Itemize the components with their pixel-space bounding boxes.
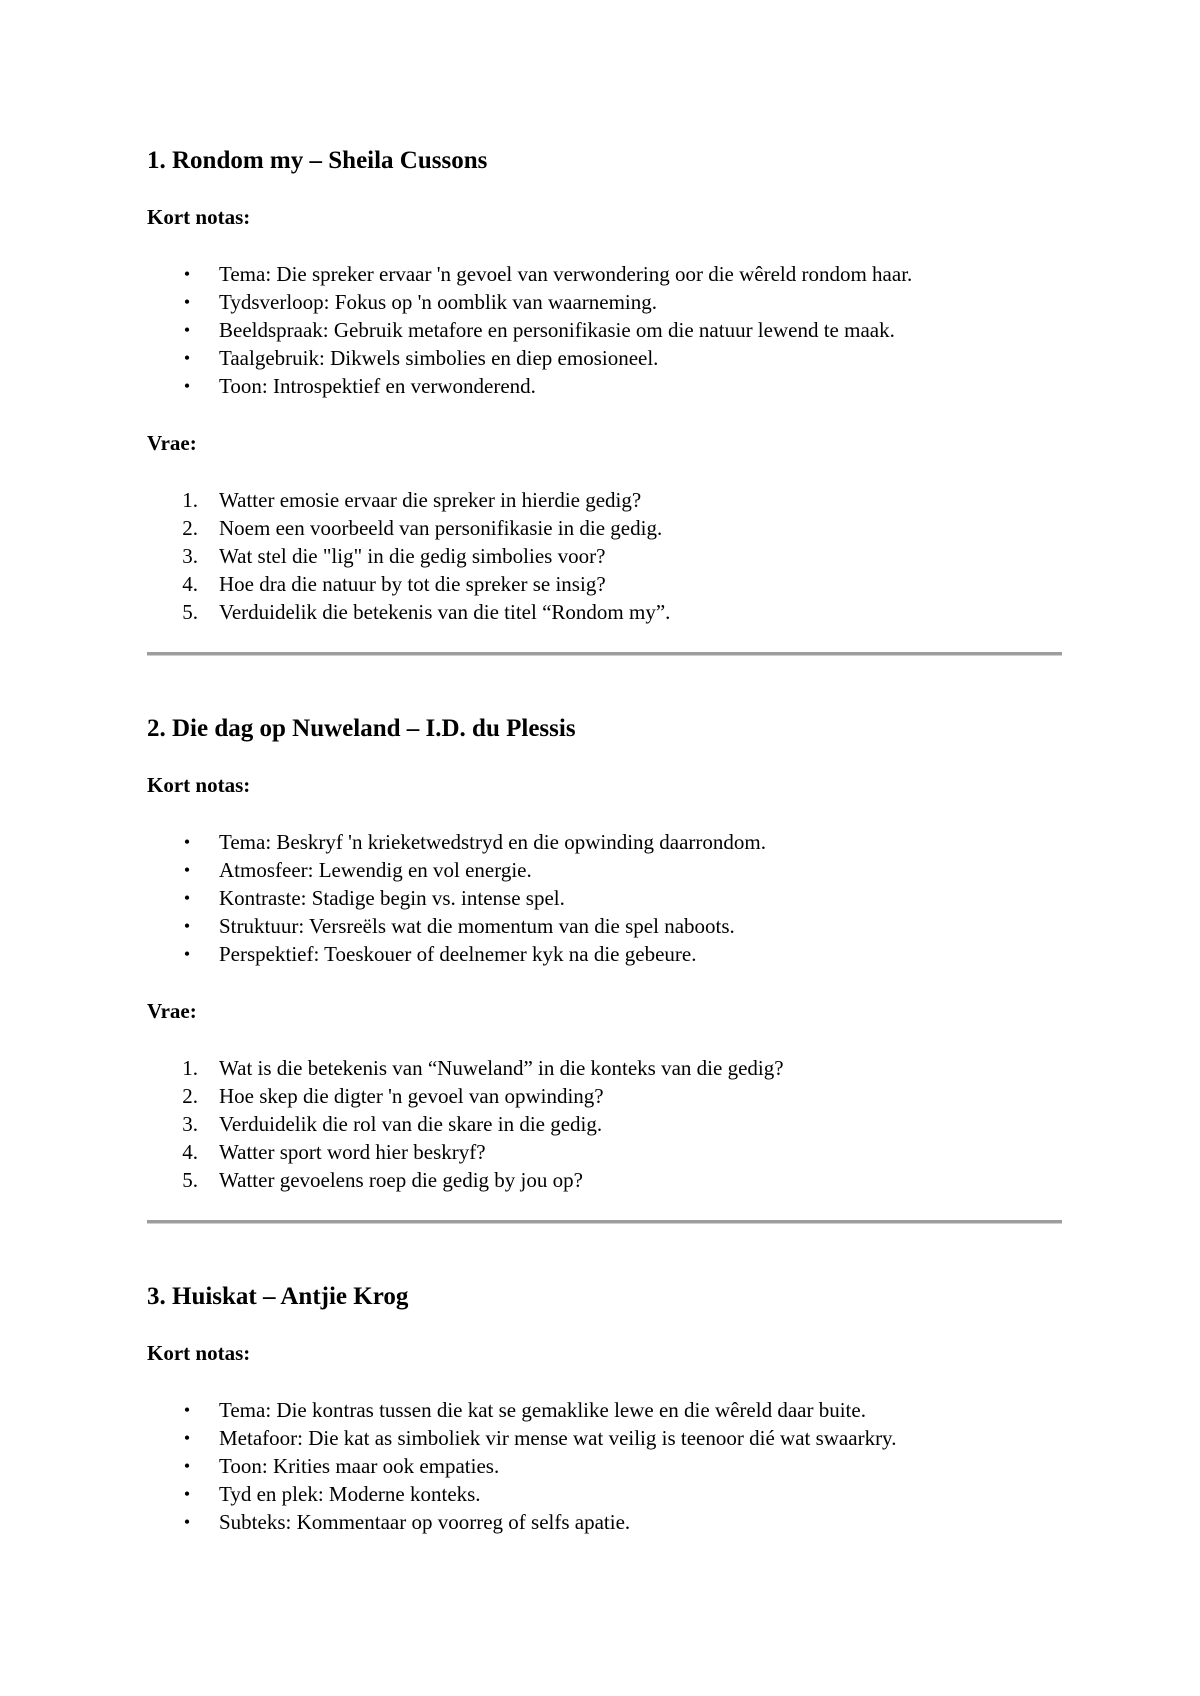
notes-list <box>147 1396 896 1536</box>
list-item: 1. Wat is die betekenis van “Nuweland” in die konteks van die gedig? <box>182 1056 784 1080</box>
list-item: 5. Watter gevoelens roep die gedig by jou op? <box>182 1168 583 1192</box>
questions-list <box>147 1054 784 1194</box>
list-item: 4. Watter sport word hier beskryf? <box>182 1140 486 1164</box>
questions-list <box>147 486 670 626</box>
section-title: 2. Die dag op Nuweland – I.D. du Plessis <box>147 715 576 742</box>
notes-list <box>147 828 766 968</box>
list-item: 3. Verduidelik die rol van die skare in die gedig. <box>182 1112 603 1136</box>
list-item: • Beeldspraak: Gebruik metafore en personifikasie om die natuur lewend te maak. <box>147 316 912 344</box>
list-item: • Toon: Krities maar ook empaties. <box>147 1452 896 1480</box>
bullet-icon: • <box>183 1456 191 1476</box>
list-item: • Subteks: Kommentaar op voorreg of selfs apatie. <box>147 1508 896 1536</box>
list-item: • Taalgebruik: Dikwels simbolies en diep emosioneel. <box>147 344 912 372</box>
list-item: 2. Hoe skep die digter 'n gevoel van opwinding? <box>182 1084 604 1108</box>
list-item: 5. Verduidelik die betekenis van die titel “Rondom my”. <box>182 600 671 624</box>
list-item: • Tyd en plek: Moderne konteks. <box>147 1480 896 1508</box>
notes-heading: Kort notas: <box>147 773 251 797</box>
bullet-icon: • <box>183 860 191 880</box>
list-item: • Tema: Die kontras tussen die kat se gemaklike lewe en die wêreld daar buite. <box>147 1396 896 1424</box>
section-divider <box>147 1220 1062 1224</box>
list-item: • Atmosfeer: Lewendig en vol energie. <box>147 856 766 884</box>
bullet-icon: • <box>183 292 191 312</box>
list-item: • Kontraste: Stadige begin vs. intense spel. <box>147 884 766 912</box>
section-2 <box>147 714 1062 1192</box>
list-item: • Metafoor: Die kat as simboliek vir mense wat veilig is teenoor dié wat swaarkry. <box>147 1424 896 1452</box>
list-item: 3. Wat stel die "lig" in die gedig simbolies voor? <box>182 544 606 568</box>
bullet-icon: • <box>183 376 191 396</box>
bullet-icon: • <box>183 916 191 936</box>
section-3 <box>147 1282 1062 1534</box>
notes-heading: Kort notas: <box>147 1341 251 1365</box>
bullet-icon: • <box>183 1400 191 1420</box>
list-item: • Tema: Die spreker ervaar 'n gevoel van verwondering oor die wêreld rondom haar. <box>147 260 912 288</box>
list-item: • Struktuur: Versreëls wat die momentum van die spel naboots. <box>147 912 766 940</box>
list-item: • Perspektief: Toeskouer of deelnemer kyk na die gebeure. <box>147 940 766 968</box>
list-item: • Tema: Beskryf 'n krieketwedstryd en die opwinding daarrondom. <box>147 828 766 856</box>
section-title: 1. Rondom my – Sheila Cussons <box>147 147 488 174</box>
list-item: • Tydsverloop: Fokus op 'n oomblik van waarneming. <box>147 288 912 316</box>
bullet-icon: • <box>183 264 191 284</box>
section-divider <box>147 652 1062 656</box>
bullet-icon: • <box>183 1484 191 1504</box>
bullet-icon: • <box>183 832 191 852</box>
notes-list <box>147 260 912 400</box>
list-item: 4. Hoe dra die natuur by tot die spreker se insig? <box>182 572 606 596</box>
notes-heading: Kort notas: <box>147 205 251 229</box>
bullet-icon: • <box>183 944 191 964</box>
list-item: 1. Watter emosie ervaar die spreker in hierdie gedig? <box>182 488 642 512</box>
section-1 <box>147 146 1062 624</box>
bullet-icon: • <box>183 348 191 368</box>
questions-heading: Vrae: <box>147 999 197 1023</box>
bullet-icon: • <box>183 1512 191 1532</box>
bullet-icon: • <box>183 320 191 340</box>
bullet-icon: • <box>183 1428 191 1448</box>
bullet-icon: • <box>183 888 191 908</box>
list-item: • Toon: Introspektief en verwonderend. <box>147 372 912 400</box>
questions-heading: Vrae: <box>147 431 197 455</box>
list-item: 2. Noem een voorbeeld van personifikasie in die gedig. <box>182 516 663 540</box>
section-title: 3. Huiskat – Antjie Krog <box>147 1283 409 1310</box>
